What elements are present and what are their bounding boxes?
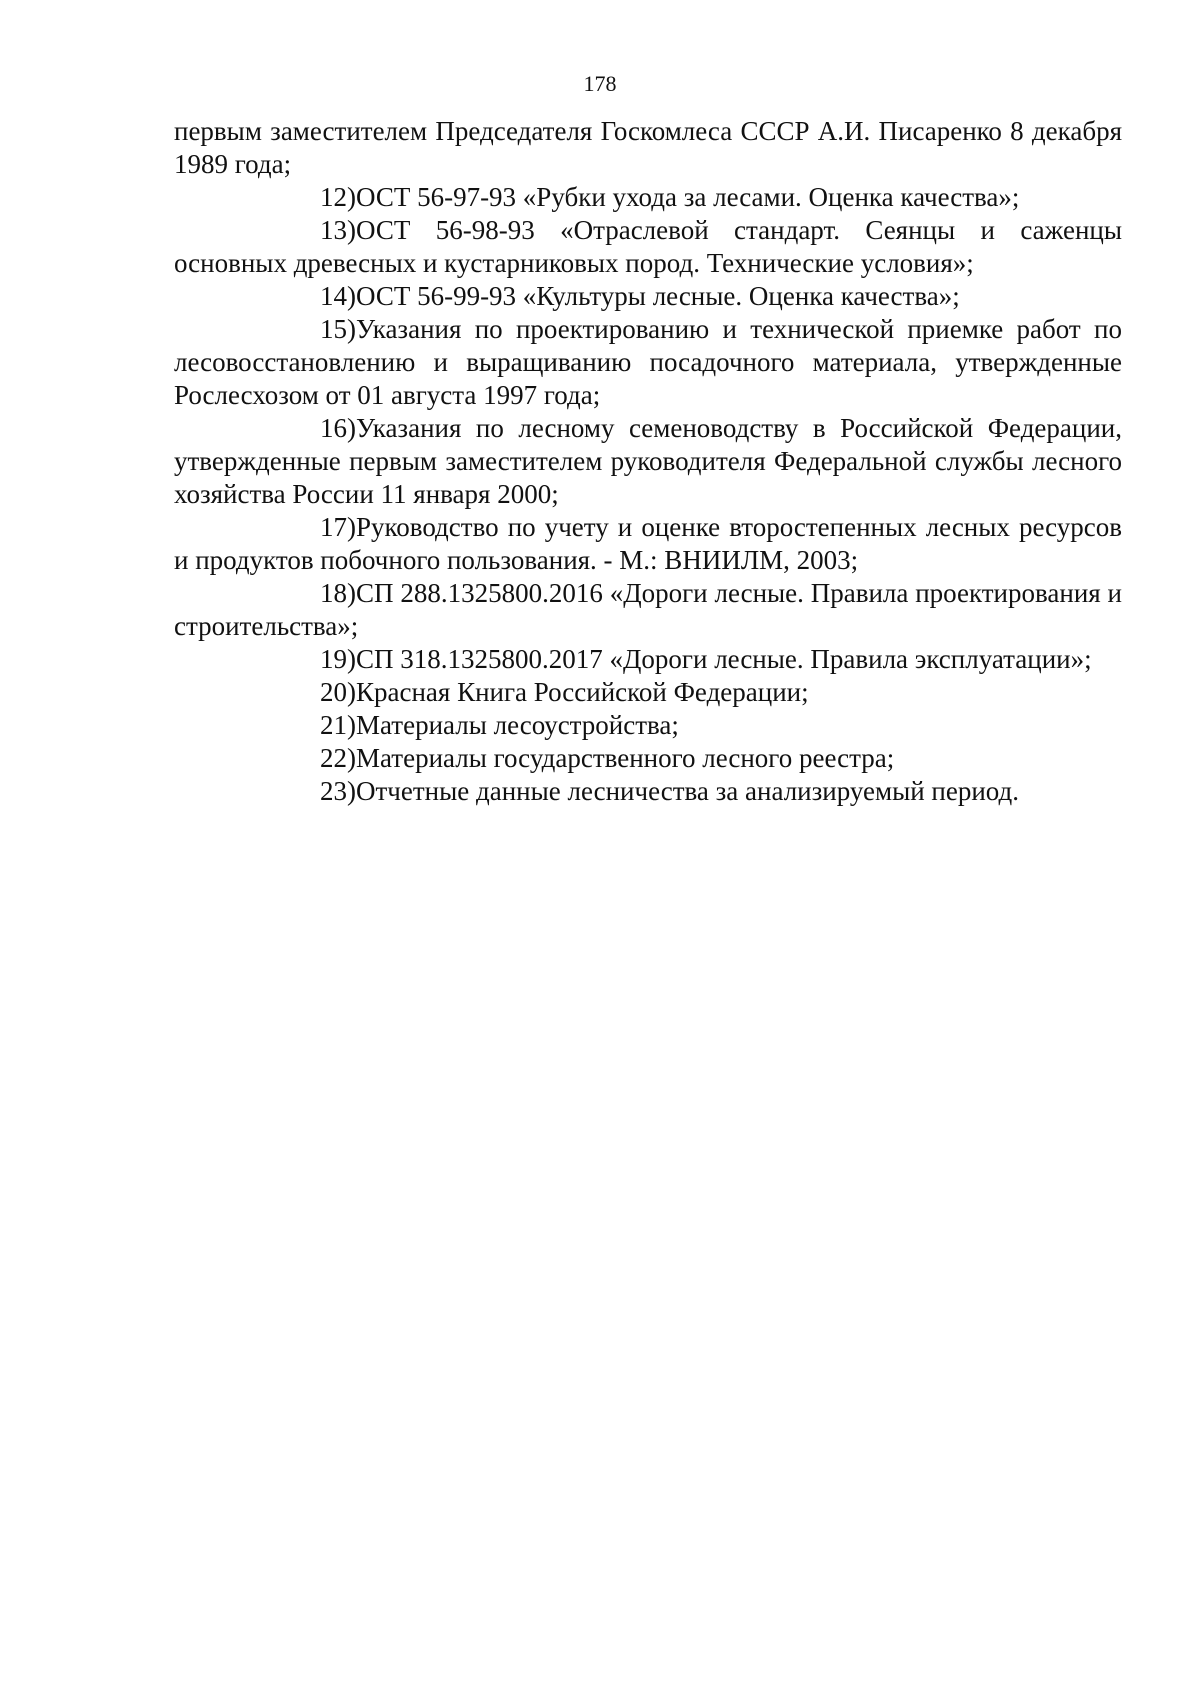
list-item-text: Материалы государственного лесного реестра; <box>356 743 895 773</box>
list-item <box>174 676 1122 709</box>
list-item-text: Красная Книга Российской Федерации; <box>356 677 809 707</box>
list-item-text: Материалы лесоустройства; <box>356 710 679 740</box>
list-item-number: 19) <box>320 644 356 674</box>
list-item-text: ОСТ 56-98-93 «Отраслевой стандарт. Сеянцы и саженцы основных древесных и кустарниковых пород. Технические условия»; <box>174 215 1122 278</box>
list-item-number: 20) <box>320 677 356 707</box>
list-item-text: ОСТ 56-97-93 «Рубки ухода за лесами. Оценка качества»; <box>356 182 1020 212</box>
list-item-text: СП 288.1325800.2016 «Дороги лесные. Правила проектирования и строительства»; <box>174 578 1122 641</box>
list-item <box>174 775 1122 808</box>
list-item <box>174 742 1122 775</box>
document-body <box>174 115 1122 808</box>
list-item <box>174 709 1122 742</box>
list-item-number: 17) <box>320 512 356 542</box>
list-item-text: ОСТ 56-99-93 «Культуры лесные. Оценка качества»; <box>356 281 960 311</box>
list-item-number: 16) <box>320 413 356 443</box>
list-item-number: 12) <box>320 182 356 212</box>
list-item-number: 22) <box>320 743 356 773</box>
list-item-number: 21) <box>320 710 356 740</box>
list-item-number: 14) <box>320 281 356 311</box>
list-item-text: СП 318.1325800.2017 «Дороги лесные. Правила эксплуатации»; <box>356 644 1092 674</box>
page-number: 178 <box>583 71 617 96</box>
list-item <box>174 577 1122 643</box>
list-item-number: 23) <box>320 776 356 806</box>
list-item <box>174 214 1122 280</box>
intro-paragraph: первым заместителем Председателя Госкомлеса СССР А.И. Писаренко 8 декабря 1989 года; <box>174 116 1122 179</box>
list-item <box>174 313 1122 412</box>
list-item-number: 15) <box>320 314 356 344</box>
list-item-number: 13) <box>320 215 356 245</box>
list-item <box>174 511 1122 577</box>
list-item-number: 18) <box>320 578 356 608</box>
list-item <box>174 280 1122 313</box>
list-item-text: Указания по лесному семеноводству в Российской Федерации, утвержденные первым заместителем руководителя Федеральной службы лесного хозяйства России 11 января 2000; <box>174 413 1122 509</box>
list-item <box>174 643 1122 676</box>
list-item-text: Руководство по учету и оценке второстепенных лесных ресурсов и продуктов побочного пользования. - М.: ВНИИЛМ, 2003; <box>174 512 1122 575</box>
list-item <box>174 181 1122 214</box>
list-item-text: Указания по проектированию и технической приемке работ по лесовосстановлению и выращиванию посадочного материала, утвержденные Рослесхозом от 01 августа 1997 года; <box>174 314 1122 410</box>
list-item <box>174 412 1122 511</box>
list-item-text: Отчетные данные лесничества за анализируемый период. <box>356 776 1020 806</box>
